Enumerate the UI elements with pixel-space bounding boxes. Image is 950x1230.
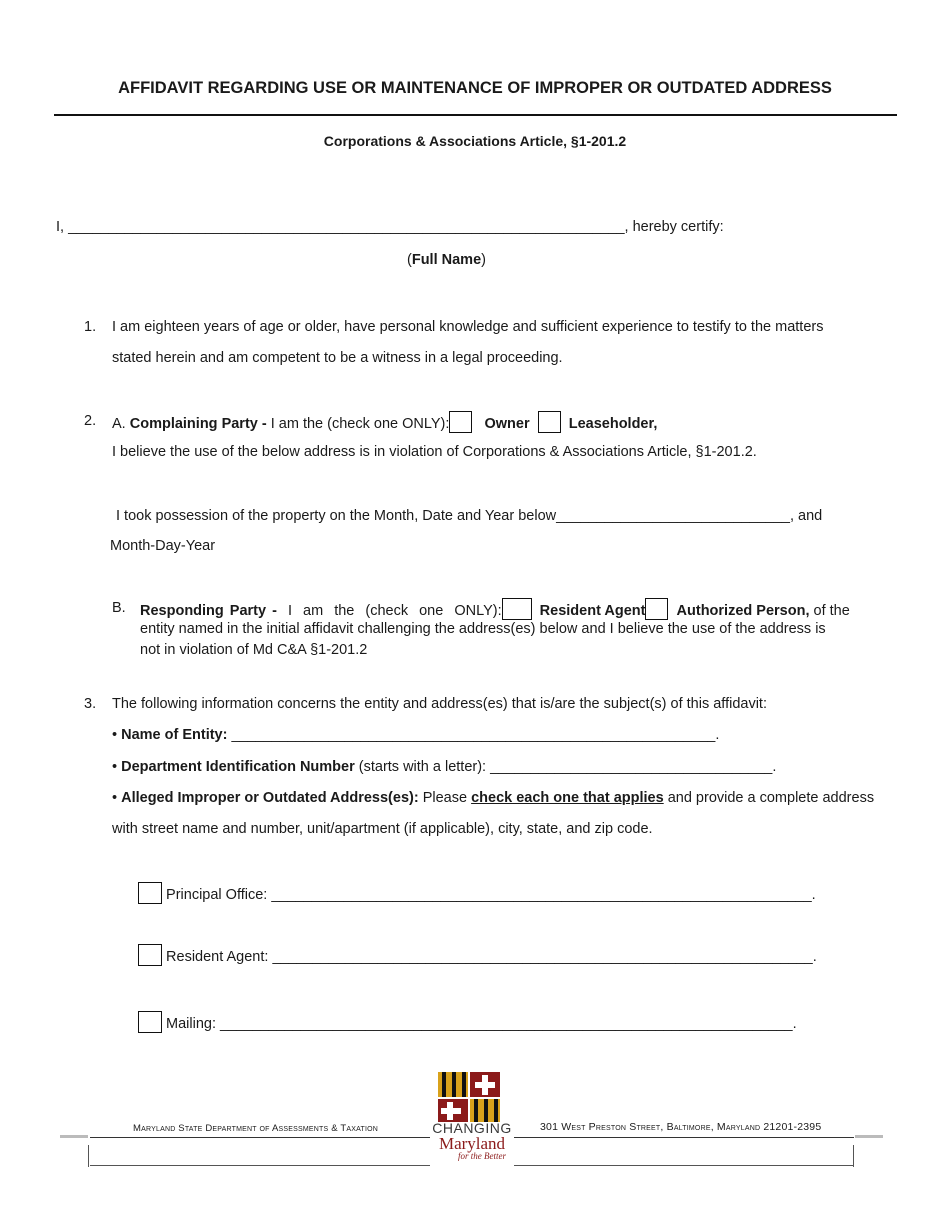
footer-rule-right: [514, 1137, 854, 1138]
item2b-prefix: B.: [112, 600, 126, 616]
flag-red-quadrant: [470, 1072, 500, 1097]
footer-rule-left: [90, 1137, 430, 1138]
principal-office-field[interactable]: Principal Office: ___________________________________________________________________.: [166, 887, 816, 903]
flag-gold-quadrant: [438, 1072, 468, 1097]
violation-belief-text: I believe the use of the below address is in violation of Corporations & Associations Article, §1-201.2.: [112, 444, 757, 460]
resident-agent-address-row: [138, 944, 817, 966]
date-format-hint: Month-Day-Year: [110, 538, 216, 554]
entity-name-line: ____________________________________________________________.: [227, 727, 720, 743]
logo-maryland-text: Maryland: [438, 1134, 506, 1153]
department-id-label: Department Identification Number: [121, 759, 355, 775]
full-name-caption: [407, 252, 486, 268]
item3-number: 3.: [84, 696, 97, 712]
mailing-address-row: [138, 1011, 797, 1033]
item1-number: 1.: [84, 319, 97, 335]
item2a-prefix: A.: [112, 416, 126, 432]
department-id-line: (starts with a letter): ___________________________________.: [354, 759, 777, 775]
full-name-label: Full Name: [411, 252, 482, 268]
alleged-text1: Please: [418, 790, 472, 806]
dept-bullet: •: [112, 759, 118, 775]
mailing-address-field[interactable]: Mailing: _______________________________________________________________________.: [166, 1016, 797, 1032]
footer-address: 301 West Preston Street, Baltimore, Maryland 21201-2395: [540, 1121, 822, 1133]
logo-changing-text: CHANGING: [432, 1120, 512, 1136]
responding-party-tail: of the: [809, 603, 850, 619]
department-id-field[interactable]: [112, 759, 776, 775]
item2-number: 2.: [84, 413, 97, 429]
entity-bullet: •: [112, 727, 118, 743]
footer-rule-right-bottom: [514, 1165, 854, 1166]
resident-agent-address-field[interactable]: Resident Agent: ___________________________________________________________________.: [166, 949, 817, 965]
complaining-party-text: I am the (check one ONLY):: [266, 416, 450, 432]
logo-better-text: for the Better: [458, 1151, 506, 1161]
footer-bracket-right: [853, 1145, 854, 1167]
authorized-person-checkbox[interactable]: [645, 598, 668, 620]
authorized-person-label: Authorized Person,: [676, 603, 810, 619]
footer-bracket-left: [88, 1145, 89, 1167]
item3-intro: The following information concerns the entity and address(es) that is/are the subject(s) of this affidavit:: [112, 696, 767, 712]
resident-agent-checkbox[interactable]: [502, 598, 532, 620]
resident-agent-label: Resident Agent: [539, 603, 646, 619]
page-title: AFFIDAVIT REGARDING USE OR MAINTENANCE OF IMPROPER OR OUTDATED ADDRESS: [118, 79, 832, 97]
mailing-address-checkbox[interactable]: [138, 1011, 162, 1033]
entity-name-label: Name of Entity:: [121, 727, 228, 743]
alleged-address-instructions: [112, 790, 874, 806]
responding-party-text: I am the (check one ONLY):: [276, 603, 502, 619]
caption-open-paren: (: [407, 252, 412, 268]
footer-dash-right: [855, 1135, 883, 1138]
title-divider: [54, 114, 897, 116]
alleged-bullet: •: [112, 790, 118, 806]
responding-party-line2: entity named in the initial affidavit challenging the address(es) below and I believe the use of the address is: [140, 621, 826, 637]
alleged-address-line2: with street name and number, unit/apartment (if applicable), city, state, and zip code.: [112, 821, 653, 837]
footer-dash-left: [60, 1135, 88, 1138]
resident-agent-address-checkbox[interactable]: [138, 944, 162, 966]
entity-name-field[interactable]: [112, 727, 719, 743]
flag-lower-quadrants: [438, 1099, 500, 1122]
footer-department-name: Maryland State Department of Assessments & Taxation: [133, 1123, 379, 1134]
complaining-party-row: [112, 411, 657, 433]
responding-party-row: [140, 598, 850, 620]
caption-close-paren: ): [481, 252, 486, 268]
item1-line1: I am eighteen years of age or older, have personal knowledge and sufficient experience to testify to the matters: [112, 319, 824, 335]
alleged-text2: and provide a complete address: [663, 790, 875, 806]
item1-line2: stated herein and am competent to be a witness in a legal proceeding.: [112, 350, 563, 366]
complaining-party-label: Complaining Party -: [129, 416, 267, 432]
leaseholder-checkbox[interactable]: [538, 411, 561, 433]
alleged-address-label: Alleged Improper or Outdated Address(es):: [121, 790, 419, 806]
owner-label: Owner: [484, 416, 530, 432]
footer-rule-left-bottom: [90, 1165, 430, 1166]
responding-party-line3: not in violation of Md C&A §1-201.2: [140, 642, 368, 658]
full-name-field[interactable]: I, _____________________________________________________________________, hereby certify:: [56, 219, 724, 235]
responding-party-label: Responding Party -: [140, 603, 277, 619]
maryland-flag-logo-icon: [438, 1072, 502, 1122]
principal-office-checkbox[interactable]: [138, 882, 162, 904]
principal-office-row: [138, 882, 816, 904]
owner-checkbox[interactable]: [449, 411, 472, 433]
check-each-emphasis: check each one that applies: [471, 790, 664, 806]
leaseholder-label: Leaseholder,: [568, 416, 658, 432]
page-subtitle: Corporations & Associations Article, §1-201.2: [323, 133, 627, 149]
possession-date-field[interactable]: I took possession of the property on the Month, Date and Year below_____________________________, and: [116, 508, 823, 524]
